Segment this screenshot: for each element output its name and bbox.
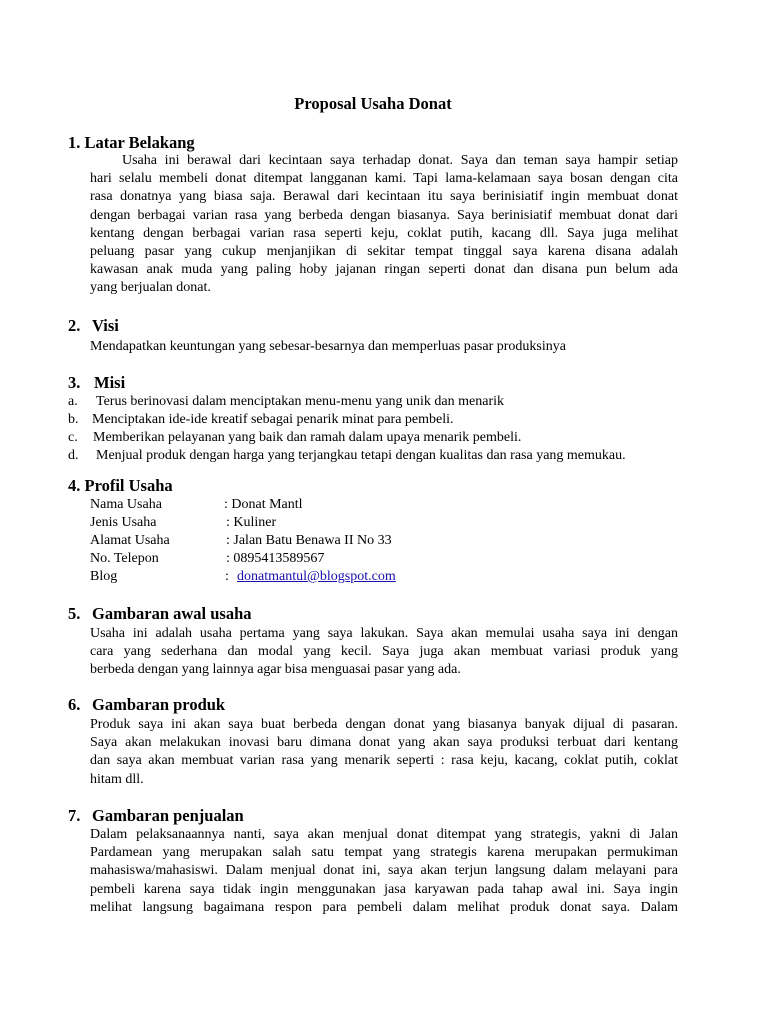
list-item-text: Menciptakan ide-ide kreatif sebagai penarik minat para pembeli. xyxy=(92,412,454,427)
profil-label: Jenis Usaha xyxy=(90,515,157,530)
profil-value: : Jalan Batu Benawa II No 33 xyxy=(226,533,392,548)
document-title: Proposal Usaha Donat xyxy=(294,94,452,113)
profil-label: Nama Usaha xyxy=(90,497,162,512)
list-item xyxy=(68,411,688,429)
list-item-text: Menjual produk dengan harga yang terjangkau tetapi dengan kualitas dan rasa yang memukau. xyxy=(96,448,626,463)
profil-value: : 0895413589567 xyxy=(226,551,325,566)
heading-label: Gambaran penjualan xyxy=(92,806,244,825)
text-line: Produk saya ini akan saya buat berbeda dengan donat yang biasanya banyak dijual di pasaran. xyxy=(90,717,678,732)
profil-label: Alamat Usaha xyxy=(90,533,170,548)
text-line: rasa donatnya yang biasa saja. Berawal dari kecintaan itu saya berinisiatif ingin membuat donat xyxy=(90,189,678,205)
heading-number: 3. xyxy=(68,373,81,392)
visi-text: Mendapatkan keuntungan yang sebesar-besarnya dan memperluas pasar produksinya xyxy=(90,339,566,354)
profil-colon: : xyxy=(225,569,229,584)
text-line: Usaha ini berawal dari kecintaan saya terhadap donat. Saya dan teman saya hampir setiap xyxy=(122,153,678,168)
heading-visi xyxy=(68,316,119,336)
list-item xyxy=(68,429,688,447)
heading-number: 6. xyxy=(68,695,81,714)
text-line: dan saya akan membuat varian rasa yang menarik seperti : rasa keju, kacang, coklat putih, coklat xyxy=(90,753,678,769)
text-line: cara yang sederhana dan modal yang kecil. Saya juga akan membuat variasi produk yang xyxy=(90,644,678,660)
profil-row xyxy=(90,550,490,568)
text-line: kawasan anak muda yang paling hoby jajanan ringan seperti donat dan disana pun belum ada xyxy=(90,262,678,278)
paragraph-gambaran-awal-usaha xyxy=(90,625,678,680)
profil-row xyxy=(90,514,490,532)
blog-link[interactable]: donatmantul@blogspot.com xyxy=(237,569,396,584)
text-line: melihat langsung bagaimana respon para pembeli dalam melihat produk donat saya. Dalam xyxy=(90,899,678,915)
profil-row xyxy=(90,532,490,550)
text-line: Usaha ini adalah usaha pertama yang saya lakukan. Saya akan memulai usaha saya ini dengan xyxy=(90,626,678,641)
list-marker: d. xyxy=(68,448,79,463)
text-line: yang berjualan donat. xyxy=(90,280,211,296)
heading-label: Visi xyxy=(92,316,119,335)
paragraph-gambaran-penjualan xyxy=(90,826,678,917)
heading-latar-belakang: 1. Latar Belakang xyxy=(68,133,195,152)
profil-label: Blog xyxy=(90,569,118,584)
text-line: Dalam pelaksanaannya nanti, saya akan menjual donat ditempat yang strategis, yakni di Jalan xyxy=(90,827,678,842)
paragraph-latar-belakang xyxy=(90,152,678,298)
profil-value: : Kuliner xyxy=(226,515,277,530)
heading-profil-usaha: 4. Profil Usaha xyxy=(68,476,173,495)
misi-list xyxy=(68,393,688,465)
text-line: hari selalu membeli donat ditempat langganan kami. Tapi lama-kelamaan saya bosan dengan cita xyxy=(90,171,678,187)
list-item xyxy=(68,393,688,411)
heading-label: Gambaran produk xyxy=(92,695,226,714)
heading-gambaran-produk xyxy=(68,695,225,715)
text-line: Saya akan melakukan inovasi baru dimana donat yang akan saya produksi terbuat dari kentang xyxy=(90,735,678,751)
heading-misi xyxy=(68,373,125,393)
profil-table xyxy=(90,496,490,586)
heading-number: 5. xyxy=(68,604,81,623)
heading-label: Misi xyxy=(94,373,126,392)
list-marker: c. xyxy=(68,430,78,445)
text-line: peluang pasar yang cukup menjanjikan di sekitar tempat tinggal saya karena disana adalah xyxy=(90,243,678,259)
list-marker: a. xyxy=(68,394,78,409)
heading-number: 7. xyxy=(68,806,81,825)
heading-gambaran-awal-usaha xyxy=(68,604,252,624)
profil-row-blog xyxy=(90,568,490,586)
list-item-text: Memberikan pelayanan yang baik dan ramah dalam upaya menarik pembeli. xyxy=(93,430,522,445)
heading-gambaran-penjualan xyxy=(68,806,244,826)
text-line: berbeda dengan yang lainnya agar bisa menguasai pasar yang ada. xyxy=(90,662,461,678)
profil-row xyxy=(90,496,490,514)
text-line: hitam dll. xyxy=(90,771,144,787)
list-marker: b. xyxy=(68,412,79,427)
text-line: Pardamean yang merupakan salah satu tempat yang strategis karena merupakan permukiman xyxy=(90,845,678,861)
profil-value: : Donat Mantl xyxy=(224,497,303,512)
text-line: pembeli karena saya tidak ingin menggunakan jasa karyawan pada tahap awal ini. Saya ingin xyxy=(90,881,678,897)
text-line: kentang dengan berbagai varian rasa seperti keju, coklat putih, kacang dll. Saya juga melihat xyxy=(90,225,678,241)
paragraph-gambaran-produk xyxy=(90,716,678,789)
profil-label: No. Telepon xyxy=(90,551,159,566)
text-line: mahasiswa/mahasiswi. Dalam menjual donat ini, saya akan terjun langsung dalam melayani para xyxy=(90,863,678,879)
heading-label: Gambaran awal usaha xyxy=(92,604,252,623)
list-item xyxy=(68,447,688,465)
heading-number: 2. xyxy=(68,316,81,335)
list-item-text: Terus berinovasi dalam menciptakan menu-menu yang unik dan menarik xyxy=(96,394,505,409)
text-line: dengan berbagai varian rasa yang berbeda dengan biasanya. Saya berinisiatif membuat donat dari xyxy=(90,207,678,223)
